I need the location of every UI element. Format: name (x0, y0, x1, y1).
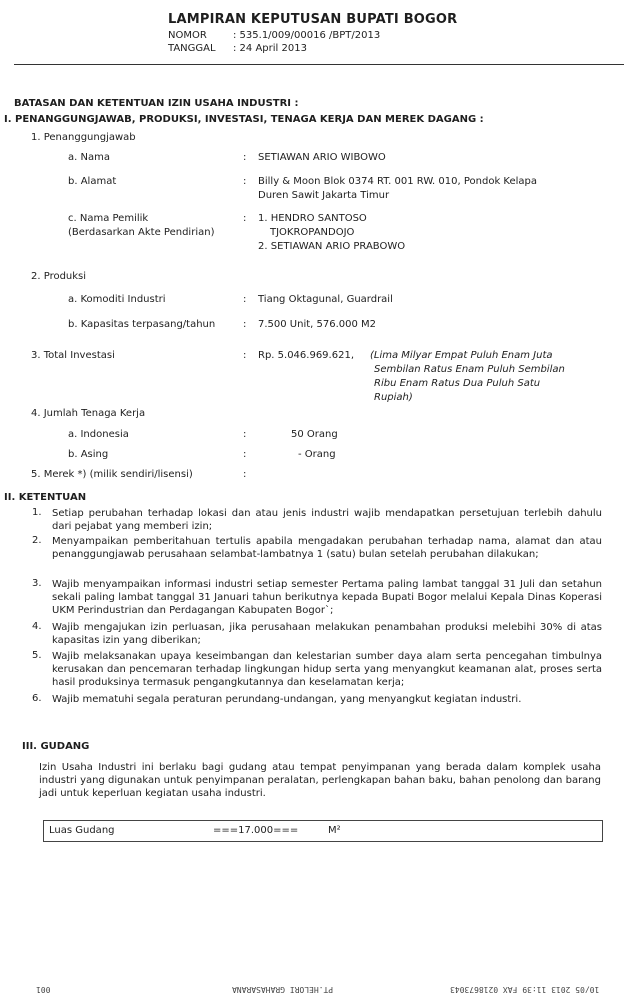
tanggal-label: TANGGAL (168, 43, 216, 54)
investasi-label: 3. Total Investasi (31, 350, 115, 361)
produksi-label: 2. Produksi (31, 271, 87, 282)
ketentuan-item-4: Wajib mengajukan izin perluasan, jika perusahaan melakukan penambahan produksi melebihi 30% di atas kapasitas izin yang diberikan; (52, 622, 602, 646)
luas-gudang-box (43, 820, 603, 842)
investasi-words-1: (Lima Milyar Empat Puluh Enam Juta (370, 350, 553, 361)
nama-value: SETIAWAN ARIO WIBOWO (258, 152, 386, 163)
section2-heading: II. KETENTUAN (4, 492, 87, 503)
kapasitas-label: b. Kapasitas terpasang/tahun (68, 319, 216, 330)
fax-header-center: PT.HELORI GRAHASARANA (232, 985, 334, 994)
ketentuan-item-5: Wajib melaksanakan upaya keseimbangan dan kelestarian sumber daya alam serta pencegahan timbulnya kerusakan dan pencemaran terhadap lingkungan hidup serta yang menyangkut keamanan alat, proses serta hasil produksinya termasuk pengangkutannya dan keselamatan kerja; (52, 651, 602, 688)
asing-label: b. Asing (68, 449, 109, 460)
ketentuan-num-1: 1. (32, 507, 42, 518)
alamat-label: b. Alamat (68, 176, 117, 187)
alamat-line-1: Billy & Moon Blok 0374 RT. 001 RW. 010, Pondok Kelapa (258, 176, 538, 187)
komoditi-label: a. Komoditi Industri (68, 294, 166, 305)
nomor-value: : 535.1/009/00016 /BPT/2013 (233, 30, 381, 41)
kapasitas-value: 7.500 Unit, 576.000 M2 (258, 319, 377, 330)
ketentuan-item-2: Menyampaikan pemberitahuan tertulis apabila mengadakan perubahan terhadap nama, alamat dan atau penanggungjawab perusahaan selambat-lambatnya 1 (satu) bulan setelah perubahan dilakukan; (52, 536, 602, 560)
pemilik-1: 1. HENDRO SANTOSO (258, 213, 367, 224)
pemilik-sub: (Berdasarkan Akte Pendirian) (68, 227, 215, 238)
colon: : (243, 319, 247, 330)
colon: : (243, 429, 247, 440)
tanggal-value: : 24 April 2013 (233, 43, 307, 54)
section3-heading: III. GUDANG (22, 741, 90, 752)
document-title: LAMPIRAN KEPUTUSAN BUPATI BOGOR (168, 12, 458, 27)
penanggungjawab-label: 1. Penanggungjawab (31, 132, 136, 143)
colon: : (243, 213, 247, 224)
header-rule (14, 64, 624, 65)
colon: : (243, 449, 247, 460)
ketentuan-num-2: 2. (32, 535, 42, 546)
ketentuan-num-3: 3. (32, 578, 42, 589)
colon: : (243, 469, 247, 480)
fax-header-left: 10/05 2013 11:39 FAX 0218673043 (450, 985, 600, 994)
ketentuan-num-6: 6. (32, 693, 42, 704)
investasi-words-2: Sembilan Ratus Enam Puluh Sembilan (374, 364, 565, 375)
investasi-amount: Rp. 5.046.969.621, (258, 350, 354, 361)
pemilik-label: c. Nama Pemilik (68, 213, 149, 224)
ketentuan-item-6: Wajib mematuhi segala peraturan perundang-undangan, yang menyangkut kegiatan industri. (52, 694, 522, 705)
luas-gudang-value: ===17.000=== (213, 825, 299, 836)
fax-page-number: 001 (36, 985, 51, 994)
colon: : (243, 176, 247, 187)
colon: : (243, 294, 247, 305)
gudang-paragraph: Izin Usaha Industri ini berlaku bagi gudang atau tempat penyimpanan yang berada dalam komplek usaha industri yang digunakan untuk penyimpanan peralatan, perlengkapan bahan baku, bahan penolong dan barang jadi untuk keperluan kegiatan usaha industri. (39, 762, 601, 799)
asing-value: - Orang (298, 449, 336, 460)
pemilik-1b: TJOKROPANDOJO (270, 227, 355, 238)
luas-gudang-unit: M² (328, 825, 341, 836)
ketentuan-item-3: Wajib menyampaikan informasi industri setiap semester Pertama paling lambat tanggal 31 Juli dan setahun sekali paling lambat tanggal 31 Januari tahun berikutnya kepada Bupati Bogor melalui Kepala Dinas Koperasi UKM Perindustrian dan Perdagangan Kabupaten Bogor`; (52, 579, 602, 616)
nomor-label: NOMOR (168, 30, 207, 41)
luas-gudang-label: Luas Gudang (49, 825, 115, 836)
colon: : (243, 152, 247, 163)
investasi-words-4: Rupiah) (374, 392, 413, 403)
pemilik-2: 2. SETIAWAN ARIO PRABOWO (258, 241, 406, 252)
investasi-words-3: Ribu Enam Ratus Dua Puluh Satu (374, 378, 541, 389)
alamat-line-2: Duren Sawit Jakarta Timur (258, 190, 390, 201)
section1-heading: I. PENANGGUNGJAWAB, PRODUKSI, INVESTASI, TENAGA KERJA DAN MEREK DAGANG : (4, 114, 484, 125)
merek-label: 5. Merek *) (milik sendiri/lisensi) (31, 469, 193, 480)
main-heading: BATASAN DAN KETENTUAN IZIN USAHA INDUSTRI : (14, 98, 299, 109)
ketentuan-item-1: Setiap perubahan terhadap lokasi dan atau jenis industri wajib mendapatkan persetujuan terlebih dahulu dari pejabat yang memberi izin; (52, 508, 602, 532)
komoditi-value: Tiang Oktagunal, Guardrail (258, 294, 393, 305)
tenaga-kerja-label: 4. Jumlah Tenaga Kerja (31, 408, 146, 419)
indonesia-label: a. Indonesia (68, 429, 129, 440)
colon: : (243, 350, 247, 361)
ketentuan-num-4: 4. (32, 621, 42, 632)
ketentuan-num-5: 5. (32, 650, 42, 661)
indonesia-value: 50 Orang (291, 429, 338, 440)
nama-label: a. Nama (68, 152, 110, 163)
